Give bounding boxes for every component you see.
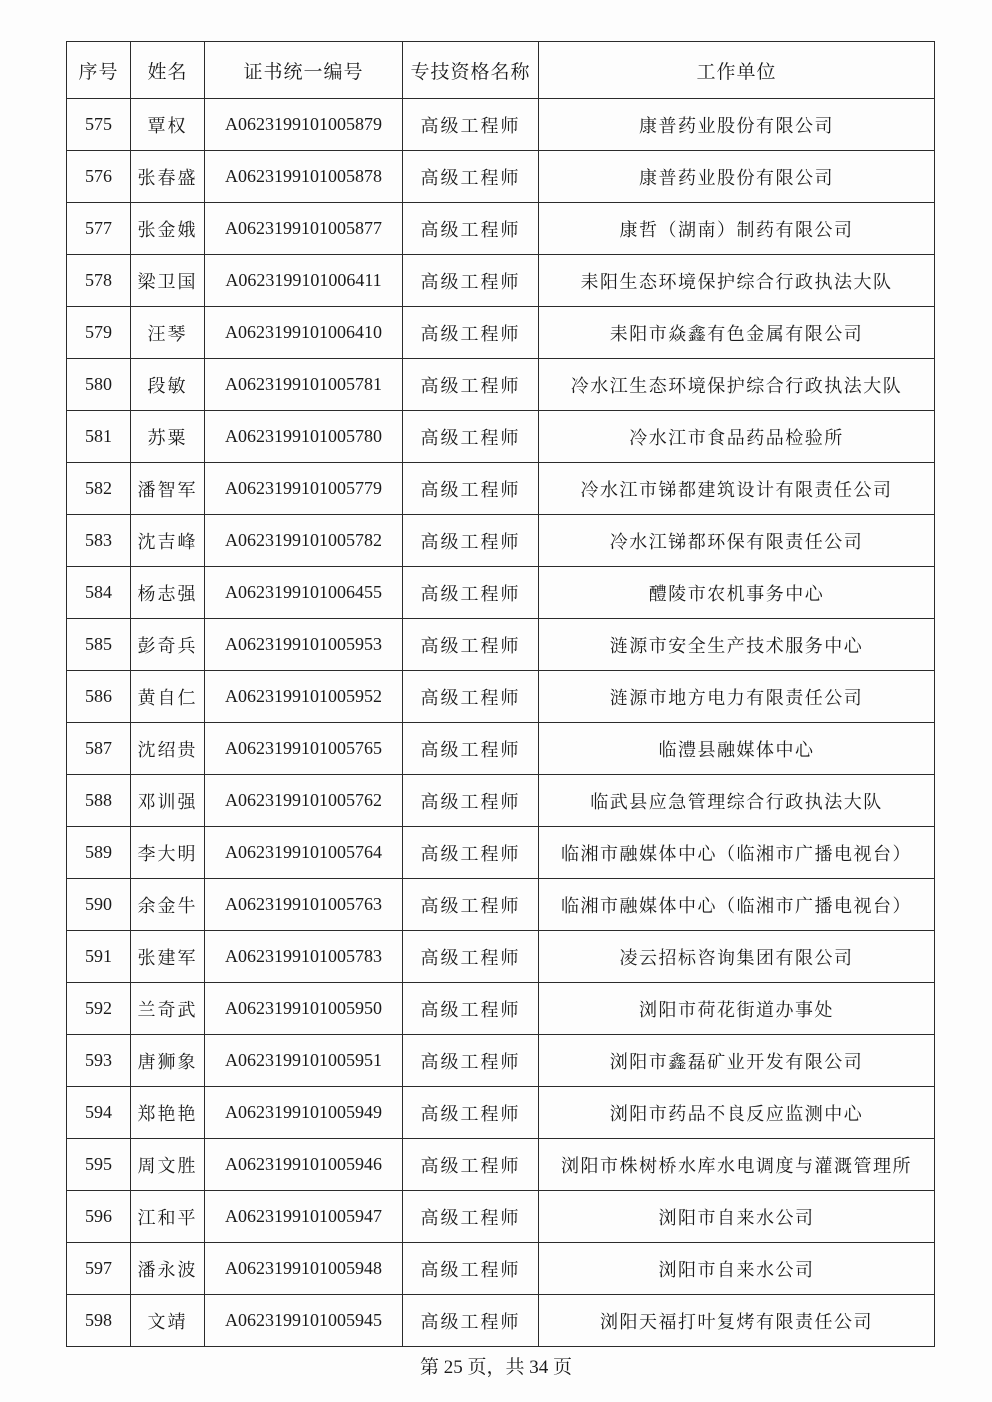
cell-org: 临湘市融媒体中心（临湘市广播电视台） [539, 827, 935, 879]
table-row [67, 203, 935, 255]
cell-org: 康普药业股份有限公司 [539, 151, 935, 203]
table-row [67, 723, 935, 775]
cell-name: 张金娥 [131, 203, 205, 255]
cell-cert: A0623199101005950 [205, 983, 403, 1035]
cell-org: 浏阳市鑫磊矿业开发有限公司 [539, 1035, 935, 1087]
cell-qual: 高级工程师 [403, 307, 539, 359]
table-row [67, 515, 935, 567]
cell-cert: A0623199101005952 [205, 671, 403, 723]
cell-no: 595 [67, 1139, 131, 1191]
table-row [67, 99, 935, 151]
table-row [67, 619, 935, 671]
cell-qual: 高级工程师 [403, 151, 539, 203]
cell-cert: A0623199101005946 [205, 1139, 403, 1191]
page-number: 第 25 页，共 34 页 [419, 1357, 572, 1378]
cell-org: 康普药业股份有限公司 [539, 99, 935, 151]
cell-name: 文靖 [131, 1295, 205, 1347]
table-row [67, 359, 935, 411]
header-qual: 专技资格名称 [403, 42, 539, 99]
cell-no: 596 [67, 1191, 131, 1243]
cell-cert: A0623199101005879 [205, 99, 403, 151]
cell-qual: 高级工程师 [403, 99, 539, 151]
cell-cert: A0623199101005949 [205, 1087, 403, 1139]
cell-name: 张建军 [131, 931, 205, 983]
cell-org: 浏阳市药品不良反应监测中心 [539, 1087, 935, 1139]
cell-qual: 高级工程师 [403, 203, 539, 255]
cell-qual: 高级工程师 [403, 515, 539, 567]
table-row [67, 463, 935, 515]
cell-cert: A0623199101006411 [205, 255, 403, 307]
table-row [67, 1139, 935, 1191]
cell-qual: 高级工程师 [403, 463, 539, 515]
cell-name: 梁卫国 [131, 255, 205, 307]
cell-cert: A0623199101005947 [205, 1191, 403, 1243]
table-row [67, 1087, 935, 1139]
cell-cert: A0623199101005764 [205, 827, 403, 879]
cell-name: 黄自仁 [131, 671, 205, 723]
table-row [67, 983, 935, 1035]
cell-qual: 高级工程师 [403, 1035, 539, 1087]
cell-qual: 高级工程师 [403, 1191, 539, 1243]
cell-qual: 高级工程师 [403, 1295, 539, 1347]
cell-org: 冷水江锑都环保有限责任公司 [539, 515, 935, 567]
cell-cert: A0623199101005953 [205, 619, 403, 671]
cell-qual: 高级工程师 [403, 723, 539, 775]
table-row [67, 671, 935, 723]
cell-qual: 高级工程师 [403, 411, 539, 463]
cell-no: 585 [67, 619, 131, 671]
cell-no: 591 [67, 931, 131, 983]
cell-cert: A0623199101005765 [205, 723, 403, 775]
cell-qual: 高级工程师 [403, 359, 539, 411]
cell-qual: 高级工程师 [403, 827, 539, 879]
cell-org: 浏阳市自来水公司 [539, 1243, 935, 1295]
cell-org: 浏阳天福打叶复烤有限责任公司 [539, 1295, 935, 1347]
cell-no: 577 [67, 203, 131, 255]
cell-org: 浏阳市株树桥水库水电调度与灌溉管理所 [539, 1139, 935, 1191]
cell-cert: A0623199101005762 [205, 775, 403, 827]
cell-name: 周文胜 [131, 1139, 205, 1191]
cell-org: 浏阳市自来水公司 [539, 1191, 935, 1243]
cell-cert: A0623199101005945 [205, 1295, 403, 1347]
cell-cert: A0623199101005782 [205, 515, 403, 567]
cell-org: 醴陵市农机事务中心 [539, 567, 935, 619]
cell-cert: A0623199101005878 [205, 151, 403, 203]
table-row [67, 775, 935, 827]
cell-no: 575 [67, 99, 131, 151]
cell-cert: A0623199101006410 [205, 307, 403, 359]
header-cert: 证书统一编号 [205, 42, 403, 99]
cell-cert: A0623199101005780 [205, 411, 403, 463]
cell-no: 576 [67, 151, 131, 203]
table-row [67, 151, 935, 203]
cell-qual: 高级工程师 [403, 567, 539, 619]
cell-org: 临湘市融媒体中心（临湘市广播电视台） [539, 879, 935, 931]
cell-no: 598 [67, 1295, 131, 1347]
table-row [67, 1243, 935, 1295]
cell-no: 583 [67, 515, 131, 567]
cell-no: 587 [67, 723, 131, 775]
cell-cert: A0623199101005948 [205, 1243, 403, 1295]
cell-cert: A0623199101005779 [205, 463, 403, 515]
table-body [67, 99, 935, 1347]
cell-org: 凌云招标咨询集团有限公司 [539, 931, 935, 983]
cell-no: 586 [67, 671, 131, 723]
cell-org: 耒阳生态环境保护综合行政执法大队 [539, 255, 935, 307]
roster-table [66, 41, 935, 1347]
cell-name: 沈吉峰 [131, 515, 205, 567]
table-header [67, 42, 935, 99]
cell-no: 597 [67, 1243, 131, 1295]
table-row [67, 1035, 935, 1087]
cell-no: 581 [67, 411, 131, 463]
cell-no: 589 [67, 827, 131, 879]
cell-cert: A0623199101005781 [205, 359, 403, 411]
table-row [67, 411, 935, 463]
cell-cert: A0623199101005783 [205, 931, 403, 983]
cell-name: 沈绍贵 [131, 723, 205, 775]
cell-no: 582 [67, 463, 131, 515]
cell-no: 578 [67, 255, 131, 307]
cell-qual: 高级工程师 [403, 619, 539, 671]
cell-no: 584 [67, 567, 131, 619]
header-row [67, 42, 935, 99]
cell-name: 杨志强 [131, 567, 205, 619]
cell-no: 580 [67, 359, 131, 411]
cell-qual: 高级工程师 [403, 983, 539, 1035]
cell-cert: A0623199101005877 [205, 203, 403, 255]
cell-name: 张春盛 [131, 151, 205, 203]
cell-org: 浏阳市荷花街道办事处 [539, 983, 935, 1035]
cell-name: 余金牛 [131, 879, 205, 931]
cell-name: 李大明 [131, 827, 205, 879]
cell-org: 耒阳市焱鑫有色金属有限公司 [539, 307, 935, 359]
table-row [67, 1295, 935, 1347]
cell-org: 临武县应急管理综合行政执法大队 [539, 775, 935, 827]
table-row [67, 931, 935, 983]
table-row [67, 255, 935, 307]
cell-org: 临澧县融媒体中心 [539, 723, 935, 775]
cell-org: 涟源市地方电力有限责任公司 [539, 671, 935, 723]
cell-qual: 高级工程师 [403, 1087, 539, 1139]
cell-cert: A0623199101006455 [205, 567, 403, 619]
cell-no: 592 [67, 983, 131, 1035]
table-row [67, 307, 935, 359]
cell-name: 段敏 [131, 359, 205, 411]
cell-org: 冷水江生态环境保护综合行政执法大队 [539, 359, 935, 411]
cell-qual: 高级工程师 [403, 255, 539, 307]
cell-name: 覃权 [131, 99, 205, 151]
cell-no: 590 [67, 879, 131, 931]
table-row [67, 827, 935, 879]
cell-qual: 高级工程师 [403, 931, 539, 983]
cell-name: 江和平 [131, 1191, 205, 1243]
cell-org: 康哲（湖南）制药有限公司 [539, 203, 935, 255]
cell-org: 涟源市安全生产技术服务中心 [539, 619, 935, 671]
table-row [67, 567, 935, 619]
cell-name: 兰奇武 [131, 983, 205, 1035]
cell-name: 郑艳艳 [131, 1087, 205, 1139]
cell-name: 唐狮象 [131, 1035, 205, 1087]
cell-name: 潘智军 [131, 463, 205, 515]
table-row [67, 1191, 935, 1243]
cell-qual: 高级工程师 [403, 879, 539, 931]
header-name: 姓名 [131, 42, 205, 99]
header-org: 工作单位 [539, 42, 935, 99]
cell-cert: A0623199101005951 [205, 1035, 403, 1087]
header-no: 序号 [67, 42, 131, 99]
cell-qual: 高级工程师 [403, 775, 539, 827]
cell-name: 邓训强 [131, 775, 205, 827]
cell-qual: 高级工程师 [403, 671, 539, 723]
cell-no: 579 [67, 307, 131, 359]
cell-cert: A0623199101005763 [205, 879, 403, 931]
cell-no: 593 [67, 1035, 131, 1087]
cell-org: 冷水江市食品药品检验所 [539, 411, 935, 463]
table-row [67, 879, 935, 931]
cell-org: 冷水江市锑都建筑设计有限责任公司 [539, 463, 935, 515]
cell-qual: 高级工程师 [403, 1243, 539, 1295]
cell-name: 潘永波 [131, 1243, 205, 1295]
cell-no: 588 [67, 775, 131, 827]
cell-name: 汪琴 [131, 307, 205, 359]
cell-name: 苏粟 [131, 411, 205, 463]
cell-name: 彭奇兵 [131, 619, 205, 671]
cell-qual: 高级工程师 [403, 1139, 539, 1191]
cell-no: 594 [67, 1087, 131, 1139]
